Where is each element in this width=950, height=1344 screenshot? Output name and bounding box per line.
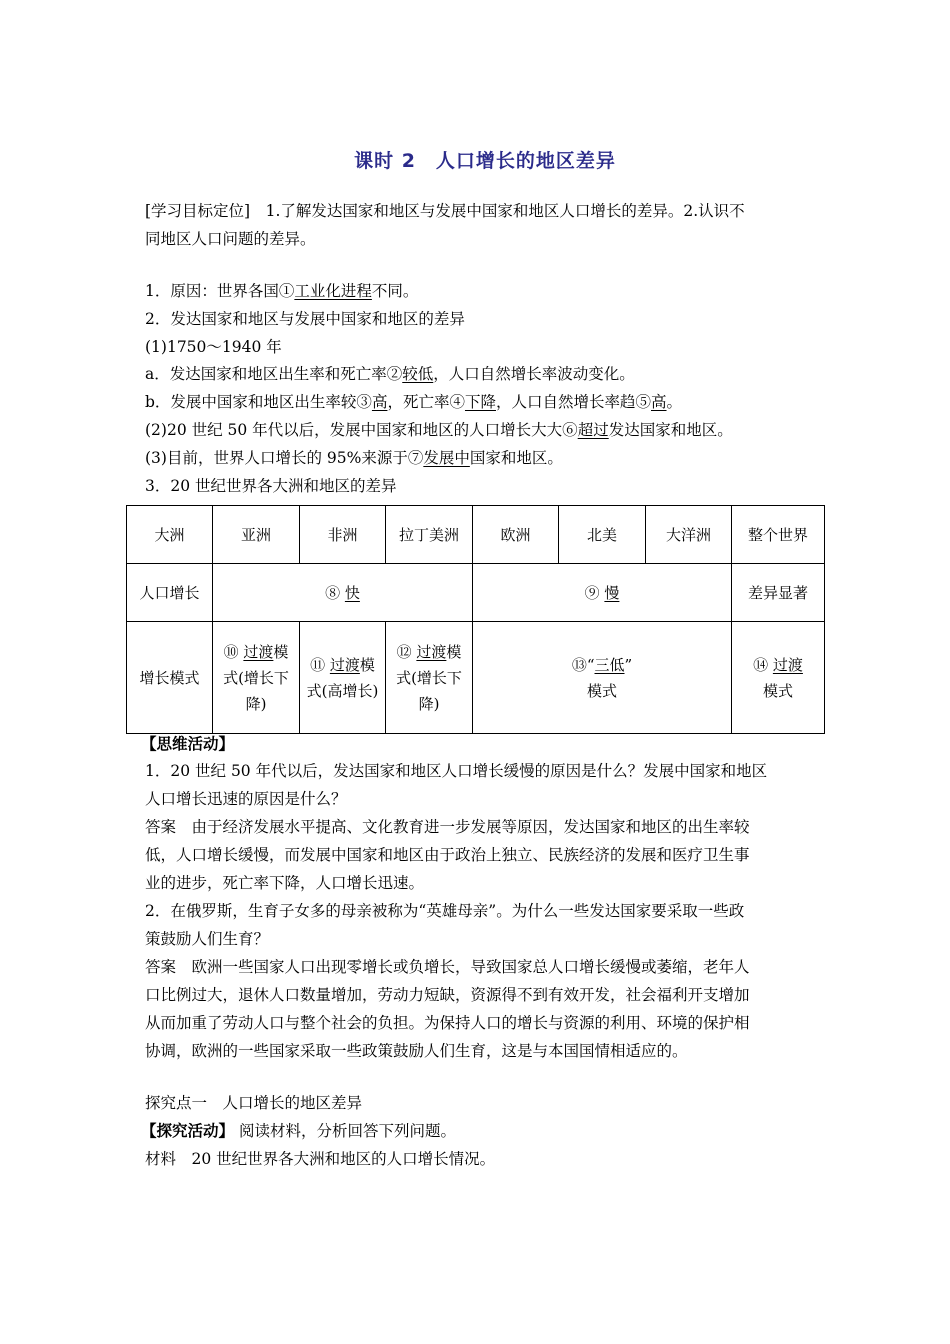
answer-blank-9: 慢 — [604, 583, 620, 602]
explore-activity — [141, 1120, 456, 1142]
answer-blank-11: 过渡 — [329, 655, 360, 674]
continent-table — [126, 505, 825, 734]
mode-world-cell — [732, 622, 825, 734]
mode-text: 模式 — [762, 681, 793, 700]
item-b-text: b．发展中国家和地区出生率较③ — [145, 393, 372, 411]
answer-blank-6: 超过 — [577, 421, 609, 439]
item-b-tail: 。 — [666, 393, 683, 411]
item-2-2-text: (2)20 世纪 50 年代以后，发展中国家和地区的人口增长大大⑥ — [145, 421, 578, 439]
blank-number: ⑧ — [325, 583, 341, 602]
item-2: 2．发达国家和地区与发展中国家和地区的差异 — [145, 310, 465, 328]
growth-slow-cell — [473, 564, 732, 622]
mode-text: 模式(高增长) — [306, 655, 379, 700]
blank-number: ⑫ — [396, 642, 412, 661]
explore-point-heading: 探究点一 人口增长的地区差异 — [145, 1094, 363, 1112]
header-cell: 大洲 — [127, 506, 213, 564]
answer-1-line-1: 答案 由于经济发展水平提高、文化教育进一步发展等原因，发达国家和地区的出生率较 — [145, 818, 750, 836]
header-cell: 整个世界 — [732, 506, 825, 564]
answer-blank-5: 高 — [651, 393, 667, 411]
item-b-mid1: ，死亡率④ — [387, 393, 465, 411]
item-a-text: a．发达国家和地区出生率和死亡率② — [145, 365, 403, 383]
item-2-3-text: (3)目前，世界人口增长的 95%来源于⑦ — [145, 449, 424, 467]
answer-1-line-3: 业的进步，死亡率下降，人口增长迅速。 — [145, 874, 425, 892]
answer-blank-13: 三低 — [594, 655, 625, 674]
answer-blank-3: 高 — [371, 393, 388, 411]
header-cell: 大洋洲 — [646, 506, 732, 564]
table-row-mode — [127, 622, 825, 734]
answer-blank-8: 快 — [344, 583, 360, 602]
material-line: 材料 20 世纪世界各大洲和地区的人口增长情况。 — [145, 1150, 496, 1168]
item-1 — [145, 280, 418, 302]
blank-number: ⑩ — [223, 642, 239, 661]
header-cell: 非洲 — [300, 506, 386, 564]
answer-blank-10: 过渡 — [243, 642, 274, 661]
header-cell: 北美 — [559, 506, 646, 564]
question-2-line-1: 2．在俄罗斯，生育子女多的母亲被称为“英雄母亲”。为什么一些发达国家要采取一些政 — [145, 902, 745, 920]
item-1-tail: 不同。 — [371, 282, 419, 300]
explore-activity-label: 【探究活动】 — [141, 1122, 235, 1140]
question-1-line-2: 人口增长迅速的原因是什么？ — [145, 790, 347, 808]
item-1-text: 1．原因：世界各国① — [145, 282, 295, 300]
answer-blank-7: 发展中 — [423, 449, 470, 467]
answer-blank-1: 工业化进程 — [294, 282, 372, 300]
item-2-2-tail: 发达国家和地区。 — [608, 421, 733, 439]
intro-line-2: 同地区人口问题的差异。 — [145, 230, 316, 248]
header-cell: 拉丁美洲 — [386, 506, 473, 564]
answer-2-line-3: 从而加重了劳动人口与整个社会的负担。为保持人口的增长与资源的利用、环境的保护相 — [145, 1014, 750, 1032]
thinking-heading: 【思维活动】 — [141, 735, 235, 753]
item-2-3 — [145, 447, 563, 469]
answer-blank-12: 过渡 — [416, 642, 447, 661]
item-2-2 — [145, 419, 733, 441]
item-b — [145, 391, 682, 413]
question-2-line-2: 策鼓励人们生育？ — [145, 930, 270, 948]
blank-number: ⑭ — [753, 655, 769, 674]
mode-text: 模式 — [586, 681, 617, 700]
mode-africa-cell — [300, 622, 386, 734]
table-header-row — [127, 506, 825, 564]
answer-2-line-1: 答案 欧洲一些国家人口出现零增长或负增长，导致国家总人口增长缓慢或萎缩，老年人 — [145, 958, 750, 976]
question-1-line-1: 1．20 世纪 50 年代以后，发达国家和地区人口增长缓慢的原因是什么？发展中国家和地区 — [145, 762, 768, 780]
blank-number: ⑬ — [571, 655, 587, 674]
header-cell: 亚洲 — [213, 506, 300, 564]
mode-latam-cell — [386, 622, 473, 734]
page-title: 课时 2 人口增长的地区差异 — [354, 150, 616, 172]
answer-2-line-4: 协调，欧洲的一些国家采取一些政策鼓励人们生育，这是与本国国情相适应的。 — [145, 1042, 688, 1060]
explore-activity-text: 阅读材料，分析回答下列问题。 — [238, 1122, 456, 1140]
row-label: 增长模式 — [127, 622, 213, 734]
item-2-1: (1)1750～1940 年 — [145, 338, 282, 356]
mode-text: 模式(增长下降) — [223, 642, 289, 713]
mode-asia-cell — [213, 622, 300, 734]
table-row-growth — [127, 564, 825, 622]
mode-developed-cell: ⑬“三低” 模式 — [473, 622, 732, 734]
item-b-mid2: ，人口自然增长率趋⑤ — [495, 393, 651, 411]
mode-text: 模式(增长下降) — [396, 642, 462, 713]
answer-1-line-2: 低，人口增长缓慢，而发展中国家和地区由于政治上独立、民族经济的发展和医疗卫生事 — [145, 846, 750, 864]
growth-fast-cell — [213, 564, 473, 622]
answer-blank-14: 过渡 — [772, 655, 803, 674]
row-label: 人口增长 — [127, 564, 213, 622]
answer-blank-4: 下降 — [464, 393, 496, 411]
item-a-tail: ，人口自然增长率波动变化。 — [433, 365, 635, 383]
answer-blank-2: 较低 — [402, 365, 434, 383]
header-cell: 欧洲 — [473, 506, 559, 564]
growth-world-cell: 差异显著 — [732, 564, 825, 622]
blank-number: ⑨ — [584, 583, 600, 602]
item-3: 3．20 世纪世界各大洲和地区的差异 — [145, 477, 397, 495]
item-2-3-tail: 国家和地区。 — [469, 449, 563, 467]
item-a — [145, 363, 635, 385]
blank-number: ⑪ — [310, 655, 326, 674]
intro-line-1: [学习目标定位] 1.了解发达国家和地区与发展中国家和地区人口增长的差异。2.认识不 — [145, 202, 745, 220]
answer-2-line-2: 口比例过大，退休人口数量增加，劳动力短缺，资源得不到有效开发，社会福利开支增加 — [145, 986, 750, 1004]
